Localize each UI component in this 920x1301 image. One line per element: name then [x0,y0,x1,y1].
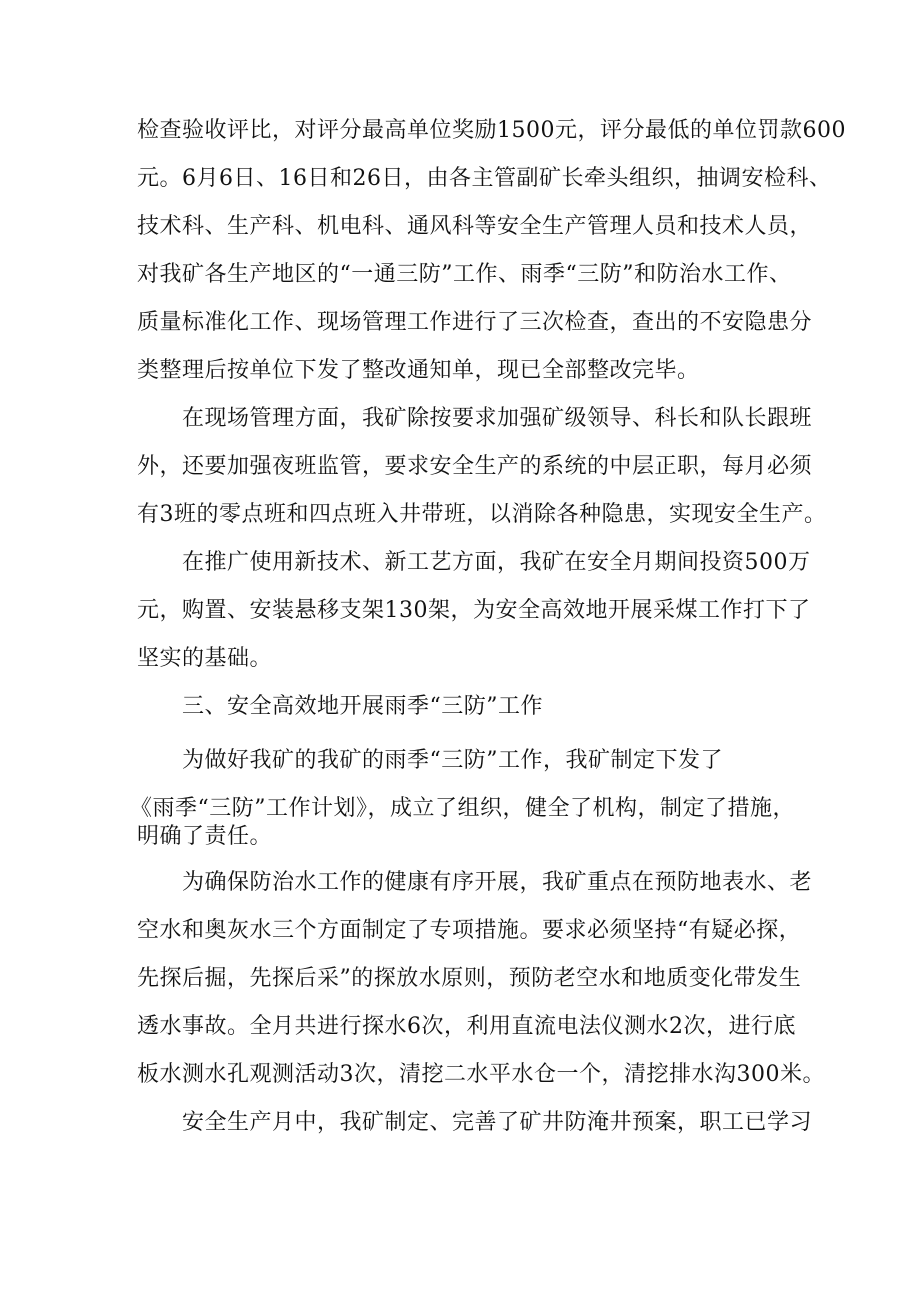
text-line: 先探后掘，先探后采”的探放水原则，预防老空水和地质变化带发生 [137,966,802,991]
text-line: 外，还要加强夜班监管，要求安全生产的系统的中层正职，每月必须 [137,454,813,479]
text-line: 在现场管理方面，我矿除按要求加强矿级领导、科长和队长跟班 [182,406,813,431]
text-line: 明确了责任。 [137,824,273,849]
text-line: 板水测水孔观测活动3次，清挖二水平水仓一个，清挖排水沟300米。 [137,1062,825,1087]
section-heading: 三、安全高效地开展雨季“三防”工作 [182,694,543,719]
text-line: 在推广使用新技术、新工艺方面，我矿在安全月期间投资500万 [182,550,811,575]
text-line: 元，购置、安装悬移支架130架，为安全高效地开展采煤工作打下了 [137,598,811,623]
text-line: 坚实的基础。 [137,646,273,671]
text-line: 元。6月6日、16日和26日，由各主管副矿长牵头组织，抽调安检科、 [137,166,832,191]
text-line: 质量标准化工作、现场管理工作进行了三次检查，查出的不安隐患分 [137,310,813,335]
text-line: 检查验收评比，对评分最高单位奖励1500元，评分最低的单位罚款600 [137,118,846,143]
text-line: 为确保防治水工作的健康有序开展，我矿重点在预防地表水、老 [182,870,813,895]
text-line: 《雨季“三防”工作计划》，成立了组织，健全了机构，制定了措施， [130,796,795,821]
text-line: 透水事故。全月共进行探水6次，利用直流电法仪测水2次，进行底 [137,1014,796,1039]
text-line: 为做好我矿的我矿的雨季“三防”工作，我矿制定下发了 [182,748,723,773]
text-line: 有3班的零点班和四点班入井带班，以消除各种隐患，实现安全生产。 [137,502,827,527]
text-line: 空水和奥灰水三个方面制定了专项措施。要求必须坚持“有疑必探， [137,918,802,943]
text-line: 类整理后按单位下发了整改通知单，现已全部整改完毕。 [137,358,700,383]
text-line: 对我矿各生产地区的“一通三防”工作、雨季“三防”和防治水工作、 [137,262,792,287]
text-line: 安全生产月中，我矿制定、完善了矿井防淹井预案，职工已学习 [182,1110,813,1135]
text-line: 技术科、生产科、机电科、通风科等安全生产管理人员和技术人员， [137,214,813,239]
